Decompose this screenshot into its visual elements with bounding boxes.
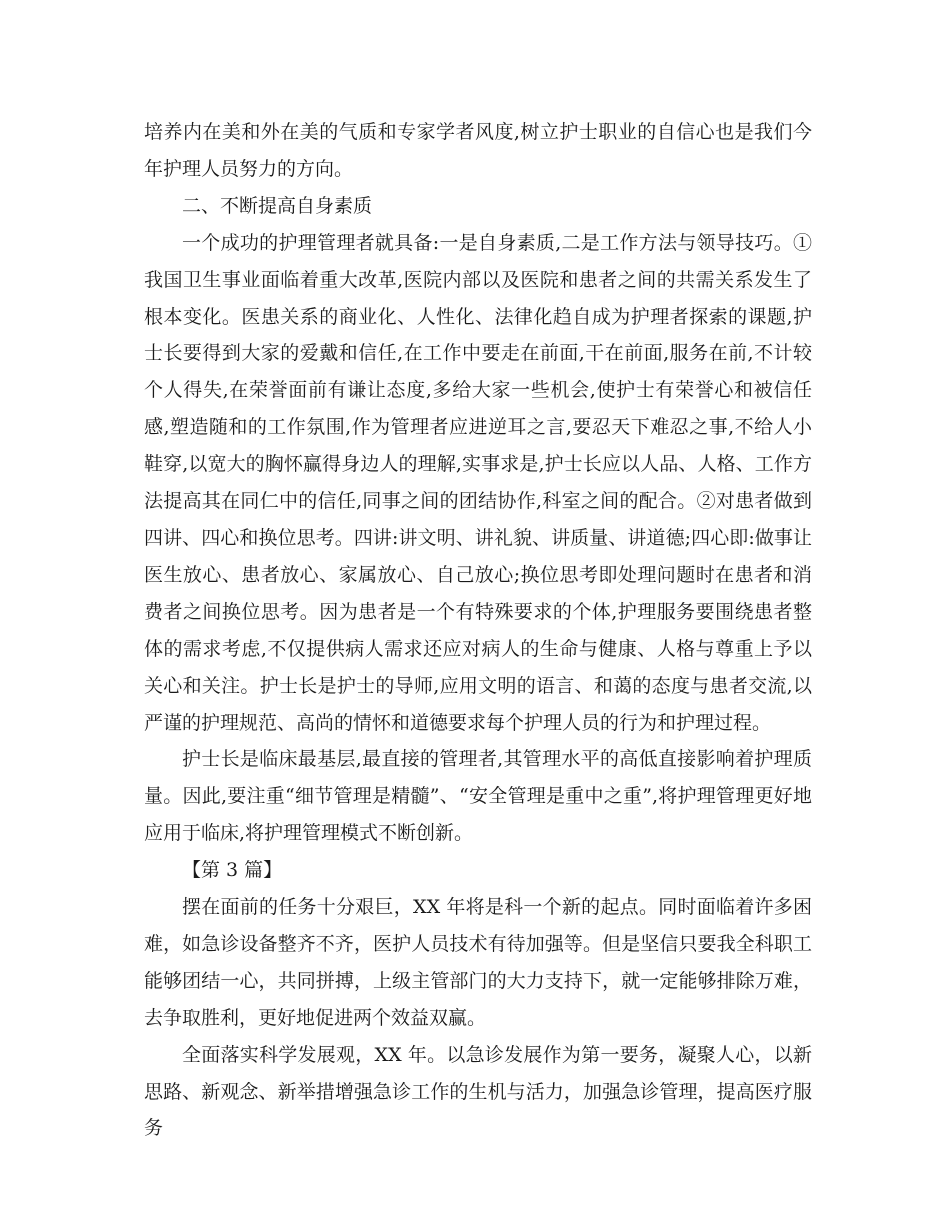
document-body bbox=[144, 114, 812, 1147]
paragraph-continuation: 培养内在美和外在美的气质和专家学者风度,树立护士职业的自信心也是我们今年护理人员努力的方向。 bbox=[144, 121, 812, 180]
paragraph: 一个成功的护理管理者就具备:一是自身素质,二是工作方法与领导技巧。①我国卫生事业面临着重大改革,医院内部以及医院和患者之间的共需关系发生了根本变化。医患关系的商业化、人性化、法律化趋自成为护理者探索的课题,护士长要得到大家的爱戴和信任,在工作中要走在前面,干在前面,服务在前,不计较个人得失,在荣誉面前有谦让态度,多给大家一些机会,使护士有荣誉心和被信任感,塑造随和的工作氛围,作为管理者应进逆耳之言,要忍天下难忍之事,不给人小鞋穿,以宽大的胸怀赢得身边人的理解,实事求是,护士长应以人品、人格、工作方法提高其在同仁中的信任,同事之间的团结协作,科室之间的配合。②对患者做到四讲、四心和换位思考。四讲:讲文明、讲礼貌、讲质量、讲道德;四心即:做事让医生放心、患者放心、家属放心、自己放心;换位思考即处理问题时在患者和消费者之间换位思考。因为患者是一个有特殊要求的个体,护理服务要围绕患者整体的需求考虑,不仅提供病人需求还应对病人的生命与健康、人格与尊重上予以关心和关注。护士长是护士的导师,应用文明的语言、和蔼的态度与患者交流,以严谨的护理规范、高尚的情怀和道德要求每个护理人员的行为和护理过程。 bbox=[144, 231, 812, 734]
paragraph: 摆在面前的任务十分艰巨，XX 年将是科一个新的起点。同时面临着许多困难，如急诊设备整齐不齐，医护人员技术有待加强等。但是坚信只要我全科职工能够团结一心，共同拼搏，上级主管部门的大力支持下，就一定能够排除万难，去争取胜利，更好地促进两个效益双赢。 bbox=[144, 896, 812, 1029]
paragraph: 全面落实科学发展观，XX 年。以急诊发展作为第一要务，凝聚人心，以新思路、新观念、新举措增强急诊工作的生机与活力，加强急诊管理，提高医疗服务 bbox=[144, 1043, 812, 1140]
section-title: 【第 3 篇】 bbox=[182, 859, 283, 882]
section-heading: 二、不断提高自身素质 bbox=[182, 194, 373, 217]
paragraph: 护士长是临床最基层,最直接的管理者,其管理水平的高低直接影响着护理质量。因此,要注重“细节管理是精髓”、“安全管理是重中之重”,将护理管理更好地应用于临床,将护理管理模式不断创新。 bbox=[144, 748, 812, 845]
